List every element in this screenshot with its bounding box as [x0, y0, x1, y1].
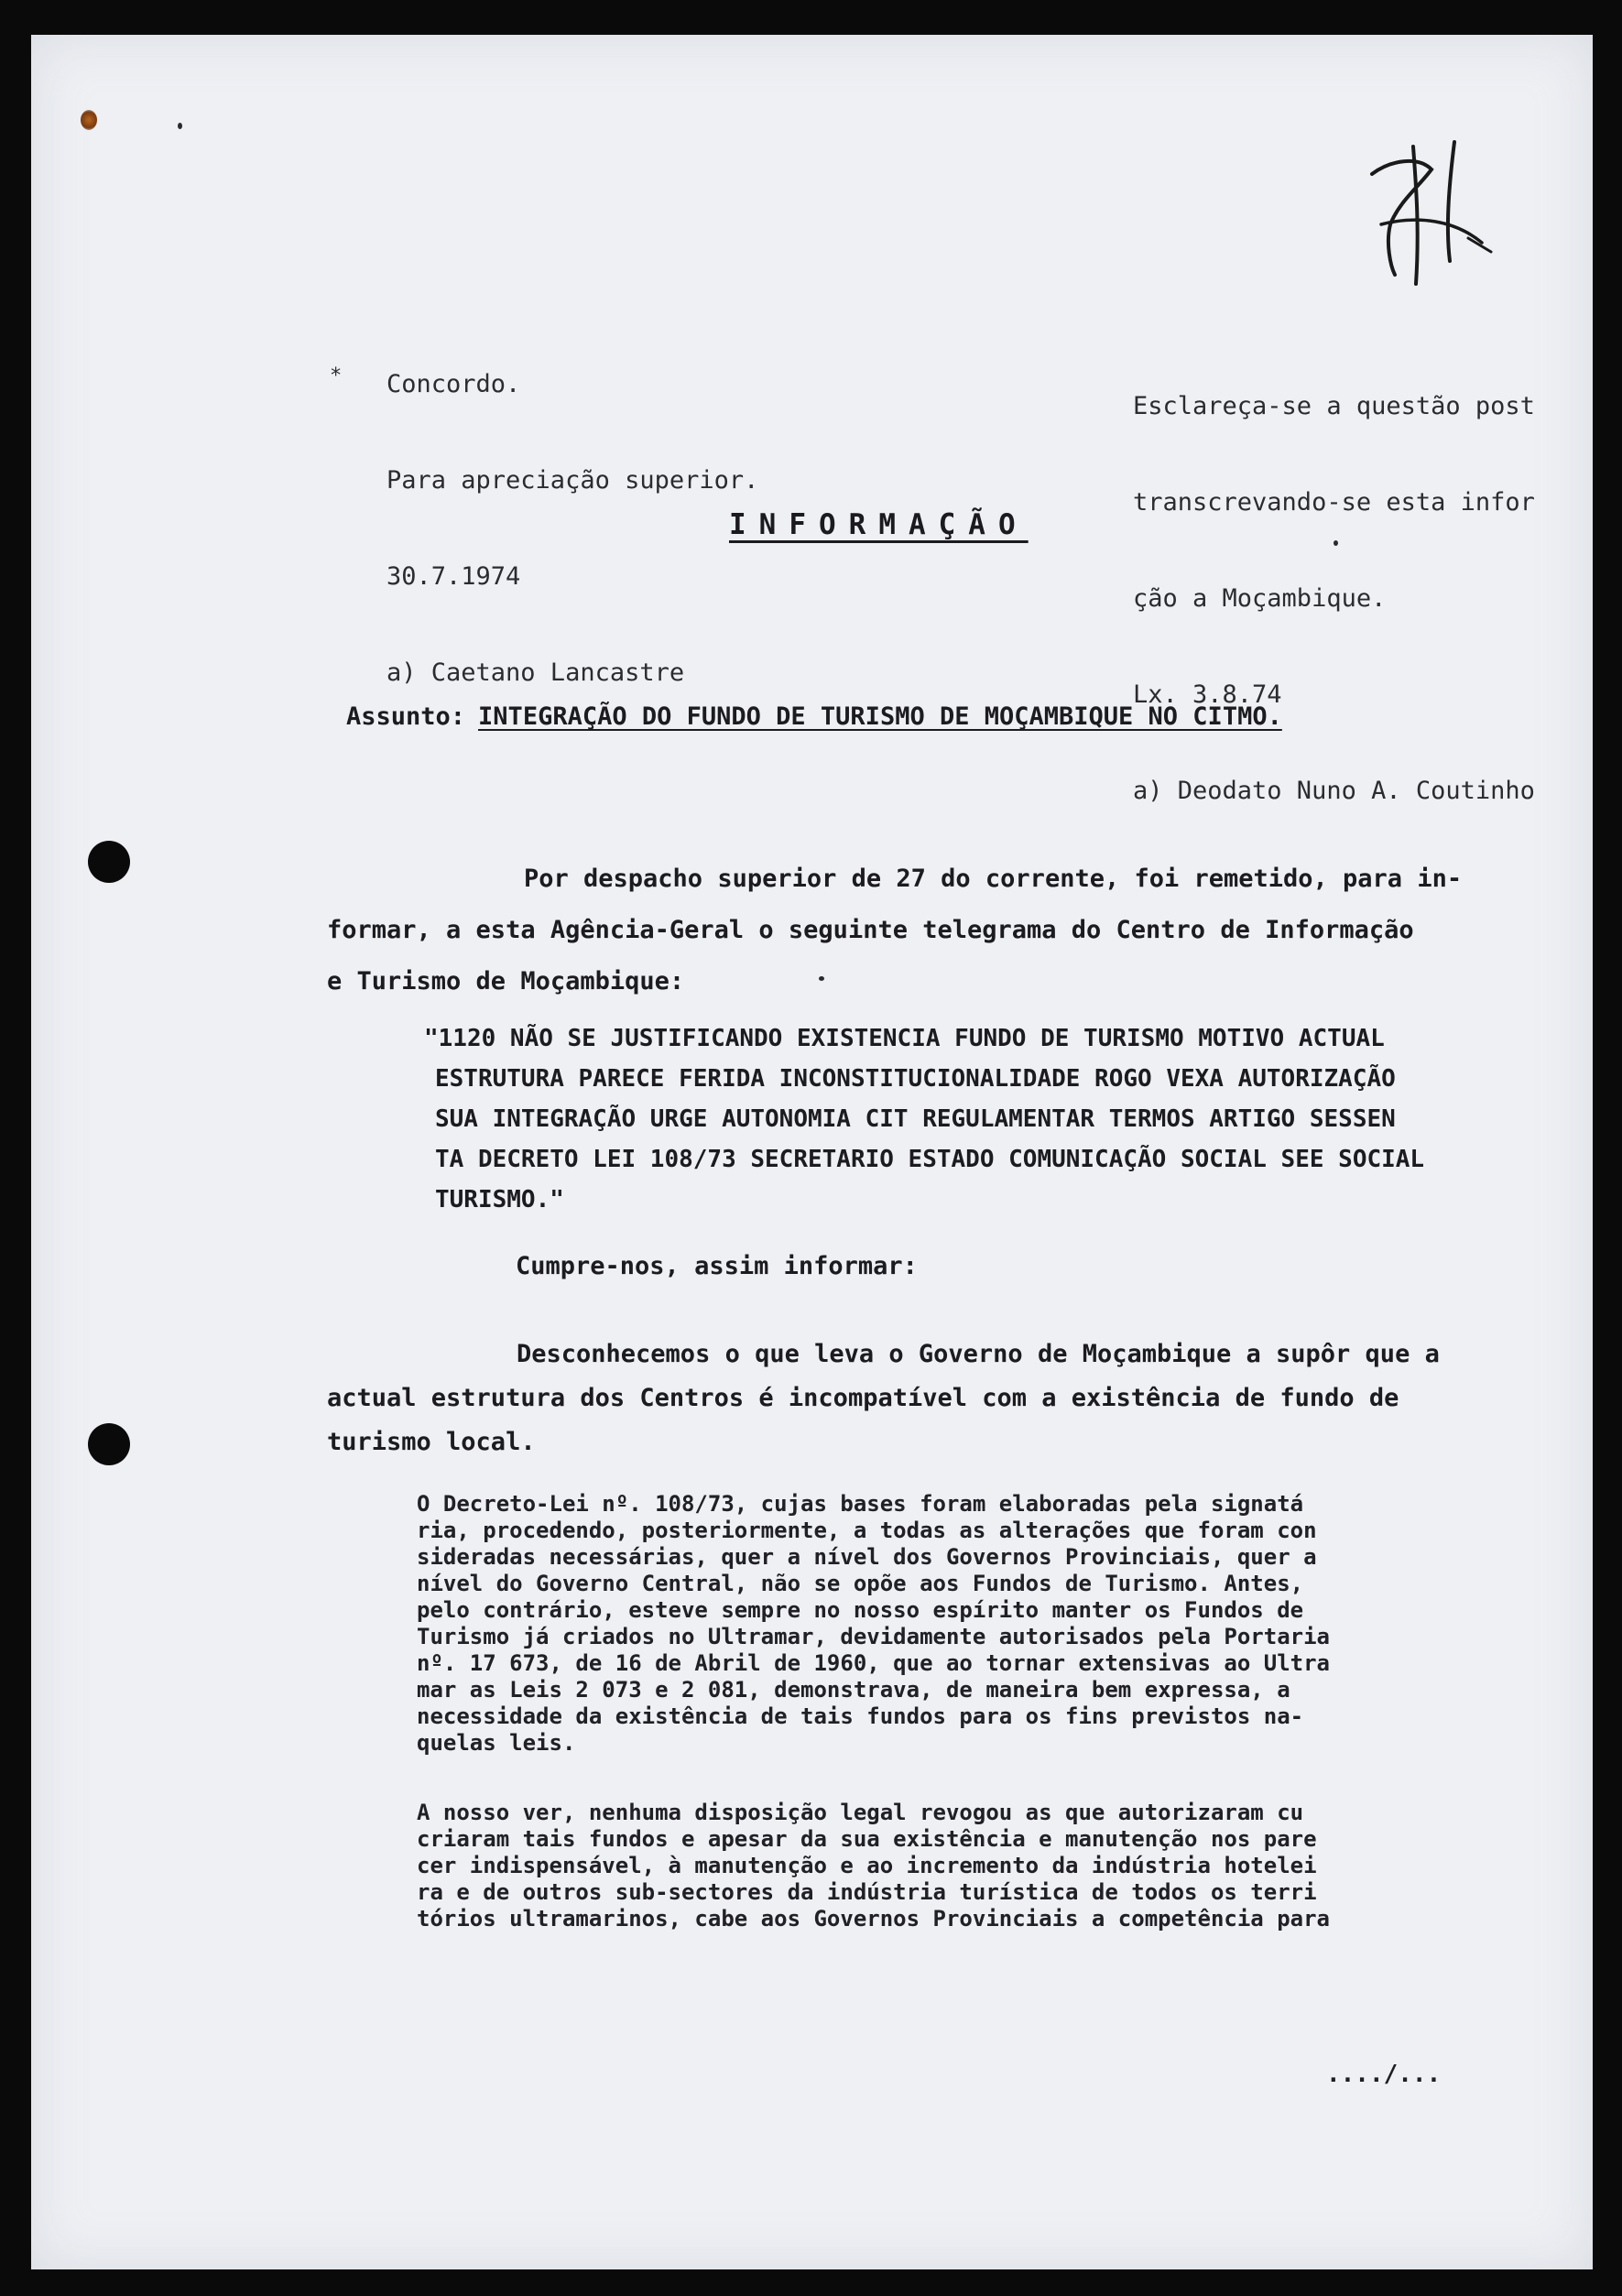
document-title: INFORMAÇÃO — [729, 508, 1029, 541]
paragraph-line: cer indispensável, à manutenção e ao incremento da indústria hotelei — [417, 1853, 1317, 1878]
cumpre-line: Cumpre-nos, assim informar: — [516, 1252, 918, 1280]
paragraph-line: e Turismo de Moçambique: — [327, 967, 685, 996]
telegram-line: "1120 NÃO SE JUSTIFICANDO EXISTENCIA FUNDO DE TURISMO MOTIVO ACTUAL — [424, 1025, 1385, 1052]
paragraph-line: Por despacho superior de 27 do corrente, foi remetido, para in- — [524, 865, 1463, 893]
paragraph-line: criaram tais fundos e apesar da sua existência e manutenção nos pare — [417, 1826, 1317, 1852]
note-line: a) Deodato Nuno A. Coutinho — [1133, 777, 1535, 805]
note-line: Esclareça-se a questão post — [1133, 392, 1535, 420]
opinion-paragraph — [417, 1800, 1330, 1932]
paragraph-line: pelo contrário, esteve sempre no nosso espírito manter os Fundos de — [417, 1597, 1304, 1623]
rust-stain — [81, 110, 97, 130]
continuation-marker: ..../... — [1326, 2061, 1442, 2088]
note-line: 30.7.1974 — [386, 562, 521, 591]
paragraph-line: O Decreto-Lei nº. 108/73, cujas bases foram elaboradas pela signatá — [417, 1491, 1304, 1517]
binder-hole-top — [88, 841, 130, 883]
telegram-line: TURISMO." — [435, 1186, 564, 1213]
paragraph-line: Turismo já criados no Ultramar, devidamente autorisados pela Portaria — [417, 1624, 1330, 1649]
paragraph-line: necessidade da existência de tais fundos para os fins previstos na- — [417, 1703, 1304, 1729]
note-bullet: * — [330, 365, 343, 387]
note-line: transcrevando-se esta infor — [1133, 488, 1535, 517]
paragraph-line: turismo local. — [327, 1428, 536, 1456]
handwritten-initials-signature — [1363, 137, 1500, 293]
note-line: ção a Moçambique. — [1133, 584, 1387, 613]
binder-hole-bottom — [88, 1423, 130, 1465]
paragraph-line: mar as Leis 2 073 e 2 081, demonstrava, de maneira bem expressa, a — [417, 1677, 1290, 1703]
paragraph-line: ria, procedendo, posteriormente, a todas as alterações que foram con — [417, 1518, 1317, 1543]
second-paragraph — [327, 1333, 1440, 1464]
paragraph-line: nível do Governo Central, não se opõe aos Fundos de Turismo. Antes, — [417, 1571, 1304, 1596]
paragraph-line: tórios ultramarinos, cabe aos Governos Provinciais a competência para — [417, 1906, 1330, 1931]
decree-paragraph — [417, 1491, 1330, 1757]
telegram-quote — [424, 1018, 1424, 1220]
subject-text: INTEGRAÇÃO DO FUNDO DE TURISMO DE MOÇAMBIQUE NO CITMO. — [478, 702, 1282, 731]
paragraph-line: A nosso ver, nenhuma disposição legal revogou as que autorizaram cu — [417, 1800, 1304, 1825]
note-line: a) Caetano Lancastre — [386, 658, 685, 687]
ink-speck — [178, 123, 182, 129]
subject-label: Assunto: — [346, 702, 466, 731]
intro-paragraph — [327, 854, 1462, 1007]
note-line: Para apreciação superior. — [386, 466, 759, 495]
telegram-line: SUA INTEGRAÇÃO URGE AUTONOMIA CIT REGULAMENTAR TERMOS ARTIGO SESSEN — [435, 1105, 1396, 1133]
paragraph-line: ra e de outros sub-sectores da indústria turística de todos os terri — [417, 1879, 1317, 1905]
paragraph-line: sideradas necessárias, quer a nível dos Governos Provinciais, quer a — [417, 1544, 1317, 1570]
note-line: Lx. 3.8.74 — [1133, 680, 1282, 709]
paragraph-line: formar, a esta Agência-Geral o seguinte telegrama do Centro de Informação — [327, 916, 1414, 944]
paragraph-line: quelas leis. — [417, 1730, 576, 1756]
paragraph-line: actual estrutura dos Centros é incompatível com a existência de fundo de — [327, 1384, 1399, 1412]
dispatch-note-right — [1133, 326, 1535, 839]
telegram-line: TA DECRETO LEI 108/73 SECRETARIO ESTADO COMUNICAÇÃO SOCIAL SEE SOCIAL — [435, 1146, 1425, 1173]
subject-line — [346, 702, 1282, 731]
paragraph-line: Desconhecemos o que leva o Governo de Moçambique a supôr que a — [517, 1340, 1440, 1368]
note-line: Concordo. — [386, 370, 521, 398]
telegram-line: ESTRUTURA PARECE FERIDA INCONSTITUCIONALIDADE ROGO VEXA AUTORIZAÇÃO — [435, 1065, 1396, 1093]
paragraph-line: nº. 17 673, de 16 de Abril de 1960, que ao tornar extensivas ao Ultra — [417, 1650, 1330, 1676]
approval-note-left — [386, 304, 758, 721]
